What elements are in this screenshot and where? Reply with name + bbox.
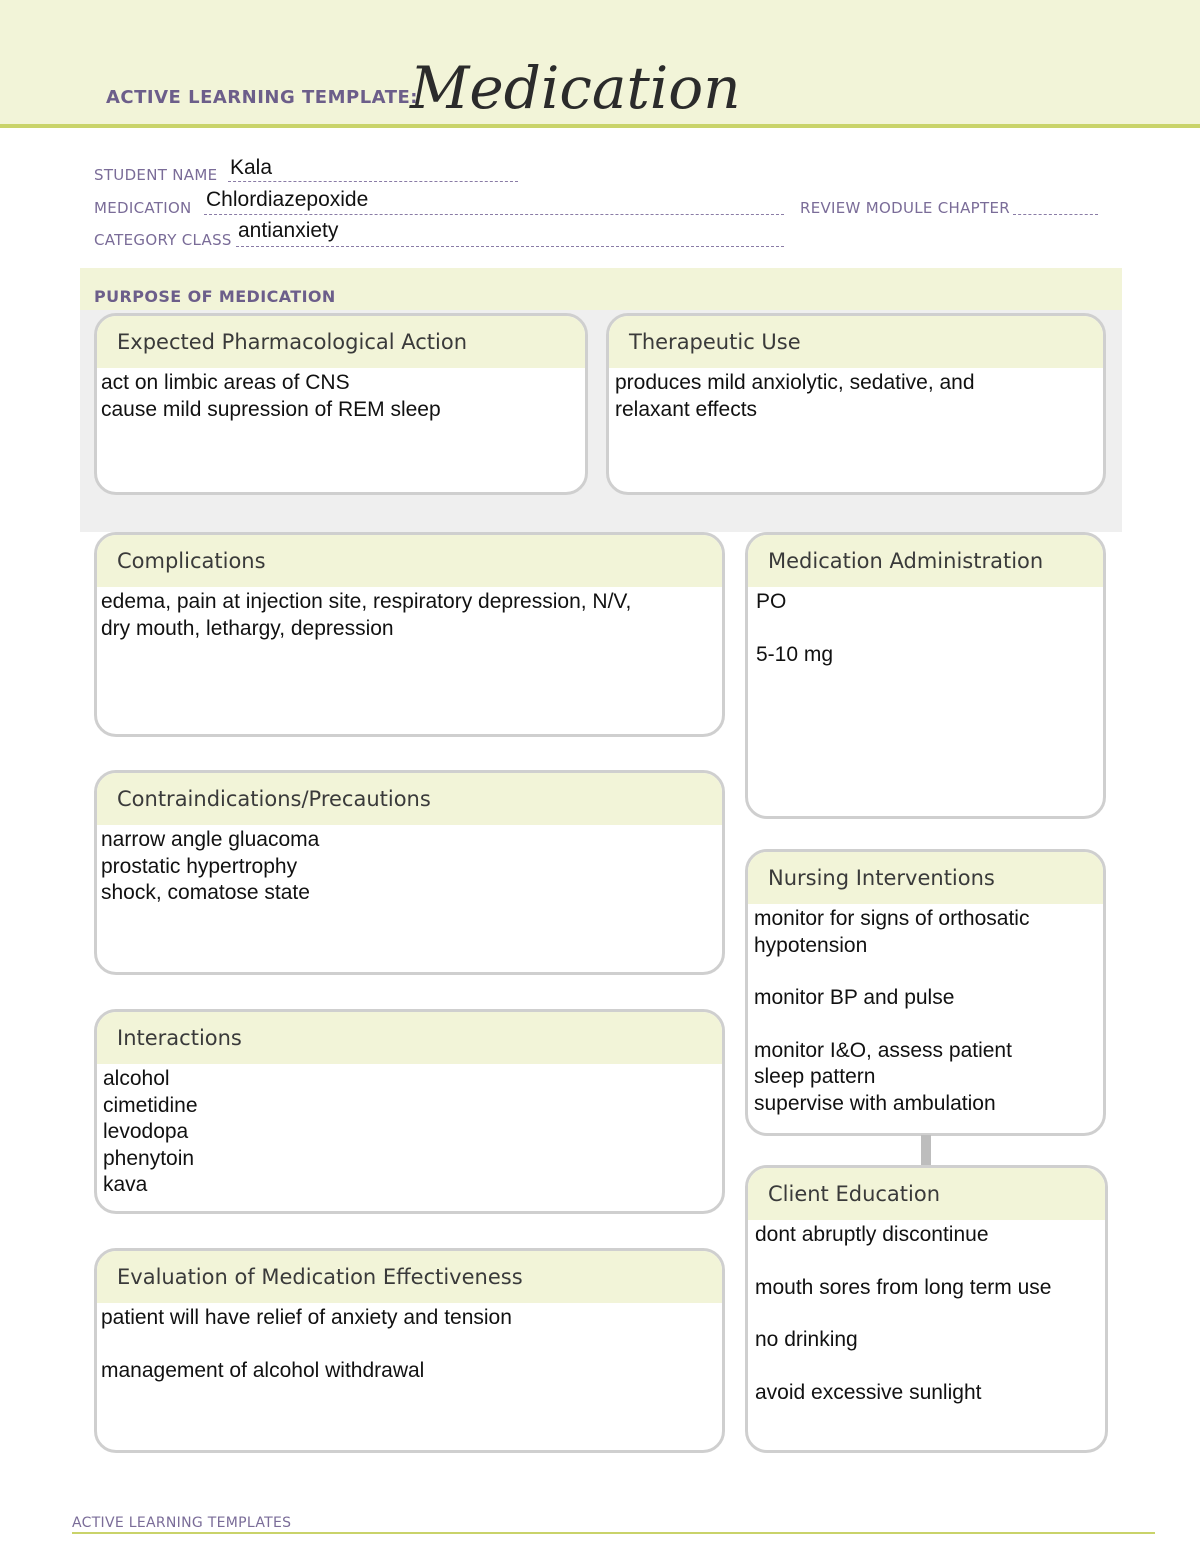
nursing-interventions-box [745, 849, 1106, 1136]
expected-action-title: Expected Pharmacological Action [97, 316, 585, 368]
expected-action-text: act on limbic areas of CNS cause mild supression of REM sleep [101, 371, 441, 421]
administration-title: Medication Administration [748, 535, 1103, 587]
evaluation-box [94, 1248, 725, 1453]
review-module-label: REVIEW MODULE CHAPTER [800, 199, 1010, 217]
client-education-body[interactable] [748, 1220, 1105, 1406]
nursing-text-1: monitor for signs of orthosatic hypotension [754, 907, 1030, 957]
student-name-line [228, 181, 518, 182]
administration-route: PO [756, 590, 787, 613]
category-class-label: CATEGORY CLASS [94, 231, 232, 249]
education-text-4: avoid excessive sunlight [755, 1380, 982, 1404]
category-class-line [236, 246, 784, 247]
complications-title: Complications [97, 535, 722, 587]
evaluation-title: Evaluation of Medication Effectiveness [97, 1251, 722, 1303]
education-text-3: no drinking [755, 1328, 858, 1351]
therapeutic-use-text: produces mild anxiolytic, sedative, and relaxant effects [615, 371, 975, 421]
complications-box [94, 532, 725, 737]
expected-action-body[interactable] [97, 368, 585, 423]
evaluation-text-2: management of alcohol withdrawal [101, 1358, 425, 1382]
education-text-2: mouth sores from long term use [755, 1275, 1052, 1299]
footer-label: ACTIVE LEARNING TEMPLATES [72, 1515, 292, 1531]
administration-dose: 5-10 mg [756, 642, 834, 666]
therapeutic-use-title: Therapeutic Use [609, 316, 1103, 368]
template-label: ACTIVE LEARNING TEMPLATE: [106, 87, 418, 108]
student-name-field[interactable]: Kala [230, 156, 273, 179]
medication-line [204, 214, 784, 215]
complications-body[interactable] [97, 587, 722, 642]
complications-text: edema, pain at injection site, respiratory depression, N/V, dry mouth, lethargy, depression [101, 590, 632, 640]
interactions-box [94, 1009, 725, 1214]
interactions-body[interactable] [97, 1064, 722, 1199]
medication-field[interactable]: Chlordiazepoxide [206, 188, 369, 211]
interactions-title: Interactions [97, 1012, 722, 1064]
client-education-title: Client Education [748, 1168, 1105, 1220]
nursing-text-3: monitor I&O, assess patient sleep pattern supervise with ambulation [754, 1038, 1012, 1115]
contraindications-title: Contraindications/Precautions [97, 773, 722, 825]
evaluation-body[interactable] [97, 1303, 722, 1384]
category-class-field[interactable]: antianxiety [238, 219, 339, 242]
contraindications-body[interactable] [97, 825, 722, 907]
footer-rule [72, 1532, 1155, 1534]
contraindications-box [94, 770, 725, 975]
interactions-text: alcohol cimetidine levodopa phenytoin kava [103, 1067, 198, 1196]
nursing-text-2: monitor BP and pulse [754, 986, 955, 1009]
purpose-label: PURPOSE OF MEDICATION [94, 287, 336, 306]
evaluation-text-1: patient will have relief of anxiety and tension [101, 1306, 512, 1329]
page-title: Medication [410, 54, 741, 122]
education-text-1: dont abruptly discontinue [755, 1223, 989, 1246]
administration-body[interactable] [748, 587, 1103, 668]
nursing-interventions-title: Nursing Interventions [748, 852, 1103, 904]
administration-box [745, 532, 1106, 819]
expected-action-box [94, 313, 588, 495]
connector-bar [921, 1135, 931, 1167]
client-education-box [745, 1165, 1108, 1453]
therapeutic-use-box [606, 313, 1106, 495]
nursing-interventions-body[interactable] [748, 904, 1103, 1117]
therapeutic-use-body[interactable] [609, 368, 1103, 423]
medication-label: MEDICATION [94, 199, 192, 217]
contraindications-text: narrow angle gluacoma prostatic hypertrophy shock, comatose state [101, 828, 320, 904]
review-module-line [1013, 214, 1098, 215]
student-name-label: STUDENT NAME [94, 166, 218, 184]
